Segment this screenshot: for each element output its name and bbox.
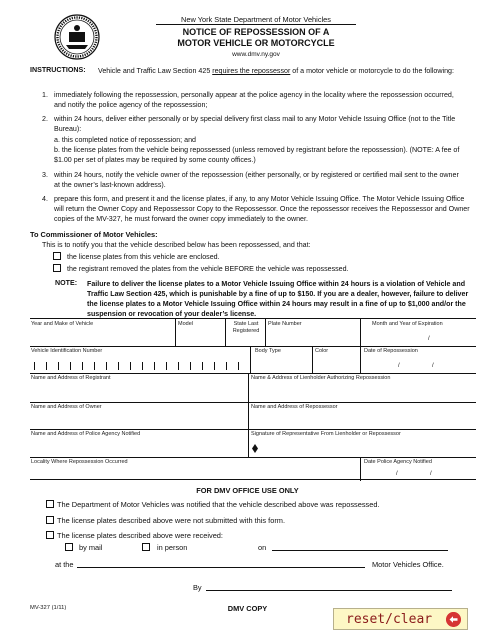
notify-text: This is to notify you that the vehicle described below has been repossessed, and that: [42,241,311,249]
vin-box-divider [178,362,179,370]
by-mail-checkbox[interactable] [65,543,73,551]
expiration-slash: / [428,336,430,342]
vin-box-divider [238,362,239,370]
state-registered-label: State Last Registered [232,321,260,334]
office-location-field[interactable] [77,560,365,568]
plates-not-submitted-checkbox[interactable] [46,516,54,524]
plates-enclosed-checkbox[interactable] [53,252,61,260]
vin-box-divider [94,362,95,370]
vin-box-divider [46,362,47,370]
nys-dmv-seal [54,14,100,60]
vin-box-divider [214,362,215,370]
date-repossession-label: Date of Repossession [364,348,418,354]
instructions-label: INSTRUCTIONS: [30,66,86,74]
form-title [156,27,356,49]
date-police-slash-1: / [396,471,398,477]
copy-label: DMV COPY [227,604,268,613]
motor-vehicles-office-label: Motor Vehicles Office. [372,560,444,569]
in-person-label: in person [157,543,188,552]
step-2-text: within 24 hours, deliver either personally or by special delivery first class mail to any Motor Vehicle Issuing Office (not to the Title Bureau): [54,115,456,133]
step-3-text: within 24 hours, notify the vehicle owner of the repossession (either personally, or by registered or certified mail sent to the owner at the owner’s last-known address). [54,171,459,189]
plates-removed-checkbox[interactable] [53,264,61,272]
back-arrow-icon [446,612,461,627]
commissioner-heading: To Commissioner of Motor Vehicles: [30,230,158,239]
vin-box-divider [154,362,155,370]
signature-arrow-icon [252,444,258,453]
plates-received-checkbox[interactable] [46,531,54,539]
lienholder-label: Name & Address of Lienholder Authorizing Repossession [251,375,391,381]
step-4-text: prepare this form, and present it and the license plates, if any, to any Motor Vehicle Issuing Office. The Motor Vehicle Issuing Office will return the Owner Copy and Repossessor Copy to the Repossessor. Once the repossessor receives the Repossessor and Owner copies of the MV-327, he must forward the owner copy immediately to the owner. [54,195,470,223]
received-date-field[interactable] [272,543,448,551]
repossessor-label: Name and Address of Repossessor [251,404,338,410]
title-line-2: MOTOR VEHICLE OR MOTORCYCLE [177,38,335,48]
body-type-label: Body Type [255,348,281,354]
title-line-1: NOTICE OF REPOSSESSION OF A [182,27,330,37]
vin-box-divider [70,362,71,370]
signature-label: Signature of Representative From Lienholder or Repossessor [251,431,401,437]
note-text: Failure to deliver the license plates to a Motor Vehicle Issuing Office within 24 hours is a violation of Vehicle and Traffic Law Section 425, which is punishable by a fine of up to $150. If you are a dealer, however, failure to deliver the license plates to a Motor Vehicle Issuing Office within 24 hours may result in a fine of up to $1,000 and/or the suspension or revocation of your dealer’s license. [87,280,469,318]
plates-not-submitted-label: The license plates described above were not submitted with this form. [57,516,285,525]
date-police-label: Date Police Agency Notified [364,459,432,465]
registrant-label: Name and Address of Registrant [31,375,111,381]
vin-box-divider [82,362,83,370]
agency-name: New York State Department of Motor Vehicles [181,15,331,24]
vin-box-divider [226,362,227,370]
note-label: NOTE: [55,279,78,287]
step-1-text: immediately following the repossession, personally appear at the police agency in the locality where the repossession occurred, and notify the police agency of the repossession; [54,91,454,109]
signed-by-field[interactable] [206,583,452,591]
vehicle-form [30,318,476,480]
form-number: MV-327 (1/11) [30,605,67,611]
step-2-sub-b: b. the license plates from the vehicle being repossessed (unless removed by registrant before the repossession). (NOTE: A fee of $1.00 per set of plates may be required by some county offices.) [54,146,460,164]
step-3-number: 3. [42,171,48,179]
date-repossession-slash-1: / [398,363,400,369]
instructions-intro: Vehicle and Traffic Law Section 425 requires the repossessor of a motor vehicle or motorcycle to do the following: [98,67,454,75]
reset-clear-label: reset/clear [346,612,433,627]
year-make-label: Year and Make of Vehicle [31,321,94,327]
vin-box-divider [202,362,203,370]
step-4-number: 4. [42,195,48,203]
dmv-notified-label: The Department of Motor Vehicles was notified that the vehicle described above was repossessed. [57,500,380,509]
dmv-use-heading: FOR DMV OFFICE USE ONLY [196,486,299,495]
vin-box-divider [142,362,143,370]
expiration-label: Month and Year of Expiration [372,321,443,327]
vin-box-divider [106,362,107,370]
by-mail-label: by mail [79,543,103,552]
vin-box-divider [58,362,59,370]
website: www.dmv.ny.gov [232,51,280,58]
plate-number-label: Plate Number [268,321,302,327]
reset-clear-button[interactable] [333,608,468,630]
header-rule [156,24,356,25]
step-2-sub-a: a. this completed notice of repossession; and [54,136,196,144]
vin-box-divider [34,362,35,370]
plates-received-label: The license plates described above were received: [57,531,223,540]
vin-box-divider [190,362,191,370]
owner-label: Name and Address of Owner [31,404,102,410]
in-person-checkbox[interactable] [142,543,150,551]
by-label: By [193,583,202,592]
model-label: Model [178,321,193,327]
at-the-label: at the [55,560,74,569]
plates-enclosed-label: the license plates from this vehicle are enclosed. [67,253,220,261]
locality-label: Locality Where Repossession Occurred [31,459,128,465]
date-police-slash-2: / [430,471,432,477]
date-repossession-slash-2: / [432,363,434,369]
step-2-number: 2. [42,115,48,123]
vin-label: Vehicle Identification Number [31,348,103,354]
color-label: Color [315,348,329,354]
dmv-notified-checkbox[interactable] [46,500,54,508]
vin-box-divider [118,362,119,370]
step-1-number: 1. [42,91,48,99]
vin-box-divider [130,362,131,370]
on-label: on [258,543,267,552]
vin-box-divider [166,362,167,370]
police-agency-label: Name and Address of Police Agency Notified [31,431,141,437]
plates-removed-label: the registrant removed the plates from the vehicle BEFORE the vehicle was repossessed. [67,265,349,273]
